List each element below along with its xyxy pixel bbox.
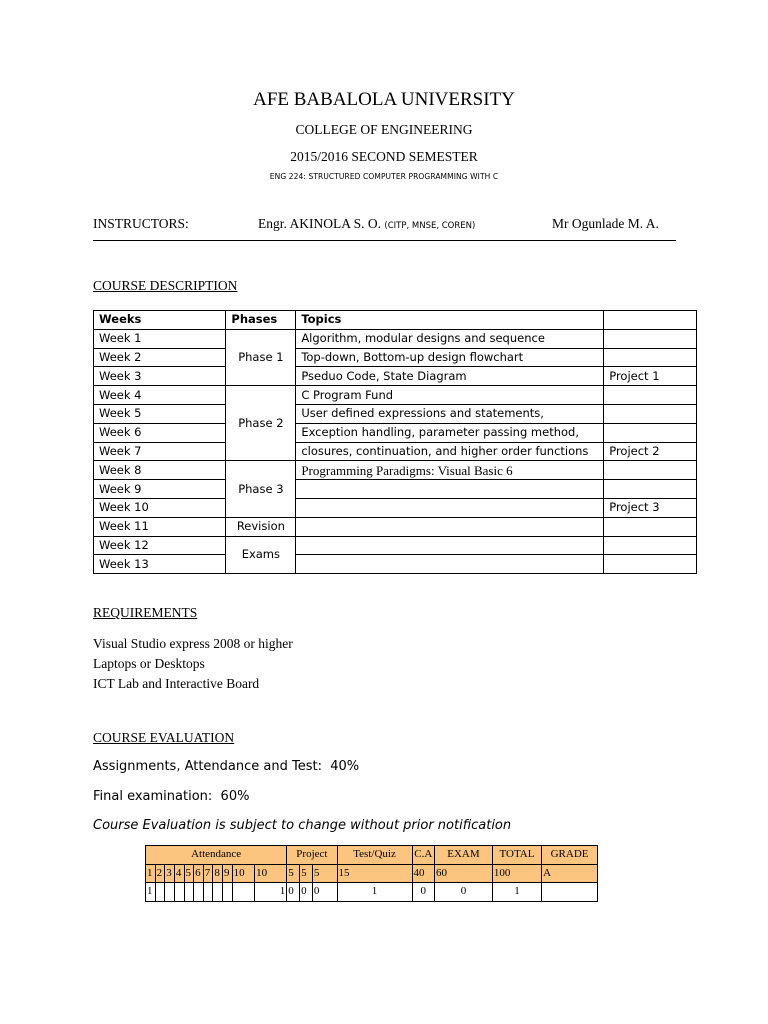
week-cell: Week 8 <box>94 461 226 480</box>
instructor-primary <box>258 216 475 232</box>
project-cell <box>604 461 697 480</box>
instructors-divider <box>93 240 676 241</box>
grade-header-attendance: Attendance <box>146 846 287 865</box>
table-row <box>94 386 697 405</box>
evaluation-continuous-assessment: Assignments, Attendance and Test: 40% <box>93 759 360 774</box>
schedule-header-row <box>94 311 697 330</box>
evaluation-note: Course Evaluation is subject to change without prior notification <box>93 818 512 833</box>
instructors-label: INSTRUCTORS: <box>93 216 189 231</box>
week-cell: Week 2 <box>94 348 226 367</box>
project-cell: Project 3 <box>604 498 697 517</box>
table-row <box>94 404 697 423</box>
week-cell: Week 4 <box>94 386 226 405</box>
week-cell: Week 3 <box>94 367 226 386</box>
grade-header-row <box>146 846 598 865</box>
grade-max-cell: 5 <box>300 864 313 883</box>
requirement-item: Visual Studio express 2008 or higher <box>93 636 293 651</box>
project-cell <box>604 517 697 536</box>
grade-header-grade: GRADE <box>542 846 598 865</box>
project-cell <box>604 386 697 405</box>
week-cell: Week 13 <box>94 555 226 574</box>
grade-max-cell: 3 <box>165 864 175 883</box>
grade-max-cell: 5 <box>312 864 337 883</box>
requirements-heading: REQUIREMENTS <box>93 605 198 620</box>
evaluation-final-exam: Final examination: 60% <box>93 789 250 804</box>
course-title: ENG 224: STRUCTURED COMPUTER PROGRAMMING WITH C <box>269 172 499 181</box>
grade-score-cell <box>155 883 165 902</box>
grade-header-exam: EXAM <box>435 846 493 865</box>
university-title: AFE BABALOLA UNIVERSITY <box>253 89 515 110</box>
topic-cell: closures, continuation, and higher order functions <box>296 442 604 461</box>
grade-header-total: TOTAL <box>492 846 541 865</box>
course-evaluation-heading: COURSE EVALUATION <box>93 730 235 745</box>
project-cell <box>604 536 697 555</box>
table-row <box>94 348 697 367</box>
grade-score-cell: 0 <box>412 883 435 902</box>
week-cell: Week 9 <box>94 480 226 499</box>
week-cell: Week 12 <box>94 536 226 555</box>
table-row <box>94 555 697 574</box>
grade-max-cell: 9 <box>223 864 233 883</box>
topic-cell <box>296 555 604 574</box>
grade-max-cell: 10 <box>255 864 287 883</box>
grade-score-cell <box>174 883 184 902</box>
topic-cell: User defined expressions and statements, <box>296 404 604 423</box>
grade-score-cell <box>213 883 223 902</box>
grade-score-cell <box>165 883 175 902</box>
grade-max-cell: 6 <box>194 864 204 883</box>
phase-cell: Revision <box>226 517 296 536</box>
project-cell <box>604 348 697 367</box>
grade-max-cell: A <box>542 864 598 883</box>
grade-max-cell: 5 <box>184 864 194 883</box>
grade-score-cell: 0 <box>312 883 337 902</box>
topic-cell: Top-down, Bottom-up design flowchart <box>296 348 604 367</box>
grade-score-cell: 0 <box>435 883 493 902</box>
table-row <box>94 536 697 555</box>
week-cell: Week 10 <box>94 498 226 517</box>
week-cell: Week 7 <box>94 442 226 461</box>
topic-cell: C Program Fund <box>296 386 604 405</box>
requirement-item: ICT Lab and Interactive Board <box>93 676 260 691</box>
grade-max-cell: 10 <box>232 864 254 883</box>
table-row <box>94 498 697 517</box>
grade-header-ca: C.A <box>412 846 435 865</box>
project-cell: Project 2 <box>604 442 697 461</box>
grade-score-cell <box>194 883 204 902</box>
topic-cell: Programming Paradigms: Visual Basic 6 <box>296 461 604 480</box>
grade-max-cell: 60 <box>435 864 493 883</box>
grade-score-cell <box>223 883 233 902</box>
topic-cell: Pseduo Code, State Diagram <box>296 367 604 386</box>
grade-max-cell: 15 <box>337 864 412 883</box>
grade-score-cell <box>203 883 213 902</box>
schedule-header-projects <box>604 311 697 330</box>
week-cell: Week 1 <box>94 329 226 348</box>
grade-score-cell: 0 <box>287 883 300 902</box>
grade-header-project: Project <box>287 846 337 865</box>
phase-cell: Phase 1 <box>226 329 296 385</box>
instructor-secondary: Mr Ogunlade M. A. <box>552 216 659 231</box>
grade-score-cell <box>232 883 254 902</box>
phase-cell: Exams <box>226 536 296 574</box>
phase-cell: Phase 3 <box>226 461 296 517</box>
topic-cell: Algorithm, modular designs and sequence <box>296 329 604 348</box>
college-name: COLLEGE OF ENGINEERING <box>295 122 473 137</box>
schedule-header-weeks: Weeks <box>94 311 226 330</box>
schedule-table <box>93 310 697 574</box>
week-cell: Week 6 <box>94 423 226 442</box>
grade-max-cell: 100 <box>492 864 541 883</box>
table-row <box>94 517 697 536</box>
grade-max-cell: 4 <box>174 864 184 883</box>
topic-cell <box>296 517 604 536</box>
grade-score-cell <box>542 883 598 902</box>
project-cell: Project 1 <box>604 367 697 386</box>
table-row <box>94 461 697 480</box>
grade-max-cell: 5 <box>287 864 300 883</box>
grade-max-cell: 8 <box>213 864 223 883</box>
requirement-item: Laptops or Desktops <box>93 656 205 671</box>
topic-cell <box>296 536 604 555</box>
project-cell <box>604 329 697 348</box>
grade-max-cell: 7 <box>203 864 213 883</box>
grade-score-cell: 1 <box>337 883 412 902</box>
topic-cell <box>296 480 604 499</box>
grade-max-cell: 1 <box>146 864 156 883</box>
instructor-credentials: (CITP, MNSE, COREN) <box>384 221 476 231</box>
week-cell: Week 11 <box>94 517 226 536</box>
schedule-header-phases: Phases <box>226 311 296 330</box>
schedule-header-topics: Topics <box>296 311 604 330</box>
instructor-primary-name: Engr. AKINOLA S. O. <box>258 216 382 231</box>
table-row <box>94 442 697 461</box>
phase-cell: Phase 2 <box>226 386 296 461</box>
grade-max-cell: 2 <box>155 864 165 883</box>
grade-table <box>145 845 598 902</box>
semester-label: 2015/2016 SECOND SEMESTER <box>290 149 478 164</box>
grade-max-row <box>146 864 598 883</box>
course-description-heading: COURSE DESCRIPTION <box>93 278 238 293</box>
grade-score-cell: 0 <box>300 883 313 902</box>
grade-score-cell: 1 <box>492 883 541 902</box>
table-row <box>94 329 697 348</box>
table-row <box>94 367 697 386</box>
week-cell: Week 5 <box>94 404 226 423</box>
table-row <box>94 480 697 499</box>
grade-score-cell: 1 <box>255 883 287 902</box>
project-cell <box>604 555 697 574</box>
grade-max-cell: 40 <box>412 864 435 883</box>
grade-score-row <box>146 883 598 902</box>
grade-score-cell: 1 <box>146 883 156 902</box>
project-cell <box>604 404 697 423</box>
topic-cell <box>296 498 604 517</box>
grade-score-cell <box>184 883 194 902</box>
project-cell <box>604 423 697 442</box>
project-cell <box>604 480 697 499</box>
grade-header-test-quiz: Test/Quiz <box>337 846 412 865</box>
topic-cell: Exception handling, parameter passing method, <box>296 423 604 442</box>
table-row <box>94 423 697 442</box>
